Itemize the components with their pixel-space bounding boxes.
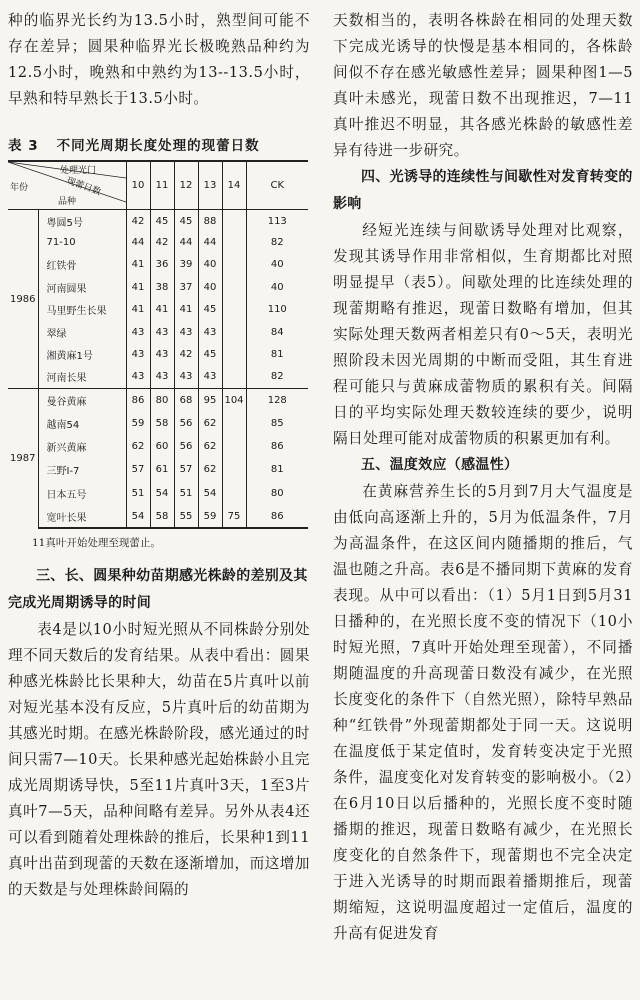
table-row: [8, 299, 308, 321]
table-row: [8, 482, 308, 505]
value-cell: 88: [198, 209, 222, 231]
value-cell: 86: [246, 505, 308, 528]
value-cell: 39: [174, 254, 198, 276]
col-header-11: 11: [150, 161, 174, 209]
value-cell: 59: [126, 412, 150, 435]
value-cell: 75: [222, 505, 246, 528]
table-header-row: [8, 161, 308, 209]
value-cell: 42: [126, 209, 150, 231]
col-header-14: 14: [222, 161, 246, 209]
value-cell: [222, 435, 246, 458]
value-cell: 81: [246, 343, 308, 365]
value-cell: 38: [150, 276, 174, 298]
value-cell: 62: [126, 435, 150, 458]
variety-name: 71-10: [46, 237, 76, 249]
variety-name: 越南54: [46, 419, 80, 431]
variety-name: 曼谷黄麻: [38, 388, 126, 411]
value-cell: 44: [126, 231, 150, 253]
value-cell: [222, 254, 246, 276]
value-cell: 60: [150, 435, 174, 458]
table-caption: [8, 134, 310, 158]
value-cell: 57: [126, 458, 150, 481]
section-5-text: 在黄麻营养生长的5月到7月大气温度是由低向高逐渐上升的，5月为低温条件，7月为高温条件，在这区间内随播期的推后，气温也随之升高。表6是不播同期下黄麻的发育表现。从中可以看出：（1）5月1日到5月31日播种的，在光照长度不变的情况下（10小时短光照，7真叶开始处理至现蕾），不同播期随温度的升高现蕾日数没有减少，在光照长度变化的条件下（自然光照），除特早熟品种“红铁骨”外现蕾期都处于同一天。这说明在温度低于某定值时，发育转变决定于光照条件，温度变化对发育转变的影响极小。（2）在6月10日以后播种的，光照长度不变时随播期的推迟，现蕾日数略有减少，在光照长度变化的自然条件下，现蕾期也不完全决定于进入光诱导的时期而跟着播期推后，现蕾期缩短，这说明温度超过一定值后，温度的升高有促进发育: [333, 483, 633, 942]
value-cell: 59: [198, 505, 222, 528]
table-footnote: 11真叶开始处理至现蕾止。: [32, 537, 161, 550]
value-cell: 54: [198, 482, 222, 505]
variety-name: 红铁骨: [46, 261, 77, 273]
value-cell: 44: [198, 231, 222, 253]
left-top-paragraph: 种的临界光长约为13.5小时，熟型间可能不存在差异；圆果种临界光长极晚熟品种约为12.5小时，晚熟和中熟约为13--13.5小时，早熟和特早熟长于13.5小时。: [8, 12, 310, 107]
right-top-paragraph: 天数相当的，表明各株龄在相同的处理天数下完成光诱导的快慢是基本相同的，各株龄间似不存在感光敏感性差异；圆果种图1—5真叶未感光，现蕾日数不出现推迟，7—11真叶推迟不明显，其各感光株龄的敏感性差异有待进一步研究。: [333, 12, 633, 159]
value-cell: 43: [150, 366, 174, 388]
value-cell: 43: [198, 321, 222, 343]
value-cell: 80: [150, 388, 174, 411]
year-1987: 1987: [8, 388, 38, 528]
table-row: [8, 412, 308, 435]
value-cell: 84: [246, 321, 308, 343]
value-cell: [222, 231, 246, 253]
variety-name: 宽叶长果: [38, 505, 126, 528]
table-row: [8, 231, 308, 253]
value-cell: 104: [222, 388, 246, 411]
value-cell: 45: [198, 343, 222, 365]
table-title: 不同光周期长度处理的现蕾日数: [56, 138, 260, 154]
value-cell: 40: [246, 254, 308, 276]
table-row: [8, 505, 308, 528]
value-cell: 44: [174, 231, 198, 253]
value-cell: 36: [150, 254, 174, 276]
value-cell: 45: [150, 209, 174, 231]
value-cell: 40: [198, 254, 222, 276]
value-cell: 41: [126, 276, 150, 298]
value-cell: 43: [174, 366, 198, 388]
value-cell: 45: [198, 299, 222, 321]
value-cell: 61: [150, 458, 174, 481]
header-days-label: 现蕾日数: [64, 176, 103, 198]
value-cell: 82: [246, 366, 308, 388]
value-cell: 42: [150, 231, 174, 253]
variety-name: 河南长果: [46, 373, 87, 385]
value-cell: 113: [246, 209, 308, 231]
value-cell: 56: [174, 435, 198, 458]
value-cell: 55: [174, 505, 198, 528]
table-row: [8, 388, 308, 411]
col-header-10: 10: [126, 161, 150, 209]
variety-name: 翠绿: [46, 328, 67, 340]
table-group-1986: [8, 209, 308, 388]
variety-name: 新兴黄麻: [46, 443, 87, 455]
section-3-heading: 三、长、圆果种幼苗期感光株龄的差别及其完成光周期诱导的时间: [8, 568, 308, 612]
table-row: [8, 458, 308, 481]
value-cell: 110: [246, 299, 308, 321]
value-cell: [222, 209, 246, 231]
value-cell: 56: [174, 412, 198, 435]
value-cell: [222, 366, 246, 388]
variety-name: 粤圆5号: [46, 217, 83, 229]
value-cell: [222, 299, 246, 321]
value-cell: 54: [150, 482, 174, 505]
col-header-ck: CK: [246, 161, 308, 209]
value-cell: [222, 482, 246, 505]
value-cell: 45: [174, 209, 198, 231]
value-cell: 43: [126, 321, 150, 343]
value-cell: 54: [126, 505, 150, 528]
value-cell: 43: [198, 366, 222, 388]
diagonal-header-cell: [8, 161, 126, 209]
right-column: [333, 8, 633, 947]
value-cell: 43: [174, 321, 198, 343]
value-cell: 68: [174, 388, 198, 411]
value-cell: 42: [174, 343, 198, 365]
header-year-label: 年份: [10, 183, 29, 193]
left-column: [8, 8, 310, 903]
budding-days-table: [8, 160, 308, 529]
variety-name: 马里野生长果: [46, 306, 107, 318]
year-1986: 1986: [8, 209, 38, 388]
value-cell: 41: [126, 299, 150, 321]
value-cell: 40: [198, 276, 222, 298]
value-cell: 43: [126, 366, 150, 388]
table-row: [8, 343, 308, 365]
value-cell: 41: [174, 299, 198, 321]
header-treatment-label: 处理光门: [60, 166, 97, 176]
value-cell: 80: [246, 482, 308, 505]
value-cell: [222, 276, 246, 298]
value-cell: 58: [150, 412, 174, 435]
value-cell: 57: [174, 458, 198, 481]
table-row: [8, 366, 308, 388]
value-cell: 43: [150, 343, 174, 365]
table-row: [8, 276, 308, 298]
value-cell: 37: [174, 276, 198, 298]
value-cell: 85: [246, 412, 308, 435]
variety-name: 日本五号: [46, 489, 87, 501]
section-5-heading: 五、温度效应（感温性）: [361, 457, 519, 473]
col-header-13: 13: [198, 161, 222, 209]
value-cell: 86: [126, 388, 150, 411]
value-cell: 58: [150, 505, 174, 528]
section-3-text: 表4是以10小时短光照从不同株龄分别处理不同天数后的发育结果。从表中看出：圆果种感光株龄比长果种大，幼苗在5片真叶以前对短光基本没有反应，5片真叶后的幼苗期为其感光时期。在感光株龄阶段，感光通过的时间只需7—10天。长果种感光起始株龄小且完成光周期诱导快，5至11片真叶3天，1至3片真叶7—5天，品种间略有差异。另外从表4还可以看到随着处理株龄的推后，长果种1到11真叶出苗到现蕾的天数在逐渐增加，而这增加的天数是与处理株龄间隔的: [8, 621, 310, 899]
value-cell: 128: [246, 388, 308, 411]
value-cell: 41: [150, 299, 174, 321]
value-cell: 51: [174, 482, 198, 505]
header-variety-label: 品种: [58, 197, 77, 207]
value-cell: 43: [150, 321, 174, 343]
table-number: 表 3: [8, 138, 39, 154]
value-cell: 51: [126, 482, 150, 505]
table-group-1987: [8, 388, 308, 528]
value-cell: 86: [246, 435, 308, 458]
value-cell: 95: [198, 388, 222, 411]
value-cell: 81: [246, 458, 308, 481]
col-header-12: 12: [174, 161, 198, 209]
value-cell: 62: [198, 458, 222, 481]
variety-name: 三野Ⅰ-7: [46, 466, 80, 478]
section-4-heading: 四、光诱导的连续性与间歇性对发育转变的影响: [333, 169, 633, 212]
section-4-text: 经短光连续与间歇诱导处理对比观察，发现其诱导作用非常相似，生育期都比对照明显提早（表5）。间歇处理的比连续处理的现蕾期略有推迟，现蕾日数略有增加，但其实际处理天数两者相差只有0～5天，表明光照阶段未因光周期的中断而受阻，其生育进程可能只与黄麻成蕾物质的累积有关。间隔日的平均实际处理天数较连续的要少，说明隔日处理可能对成蕾物质的积累更加有利。: [333, 222, 633, 447]
table-row: [8, 209, 308, 231]
variety-name: 河南圆果: [46, 283, 87, 295]
value-cell: 43: [126, 343, 150, 365]
table-row: [8, 254, 308, 276]
value-cell: 62: [198, 435, 222, 458]
value-cell: [222, 343, 246, 365]
value-cell: [222, 412, 246, 435]
value-cell: 41: [126, 254, 150, 276]
table-row: [8, 321, 308, 343]
variety-name: 湘黄麻1号: [46, 351, 93, 363]
value-cell: 82: [246, 231, 308, 253]
value-cell: 40: [246, 276, 308, 298]
value-cell: [222, 321, 246, 343]
table-row: [8, 435, 308, 458]
value-cell: 62: [198, 412, 222, 435]
value-cell: [222, 458, 246, 481]
